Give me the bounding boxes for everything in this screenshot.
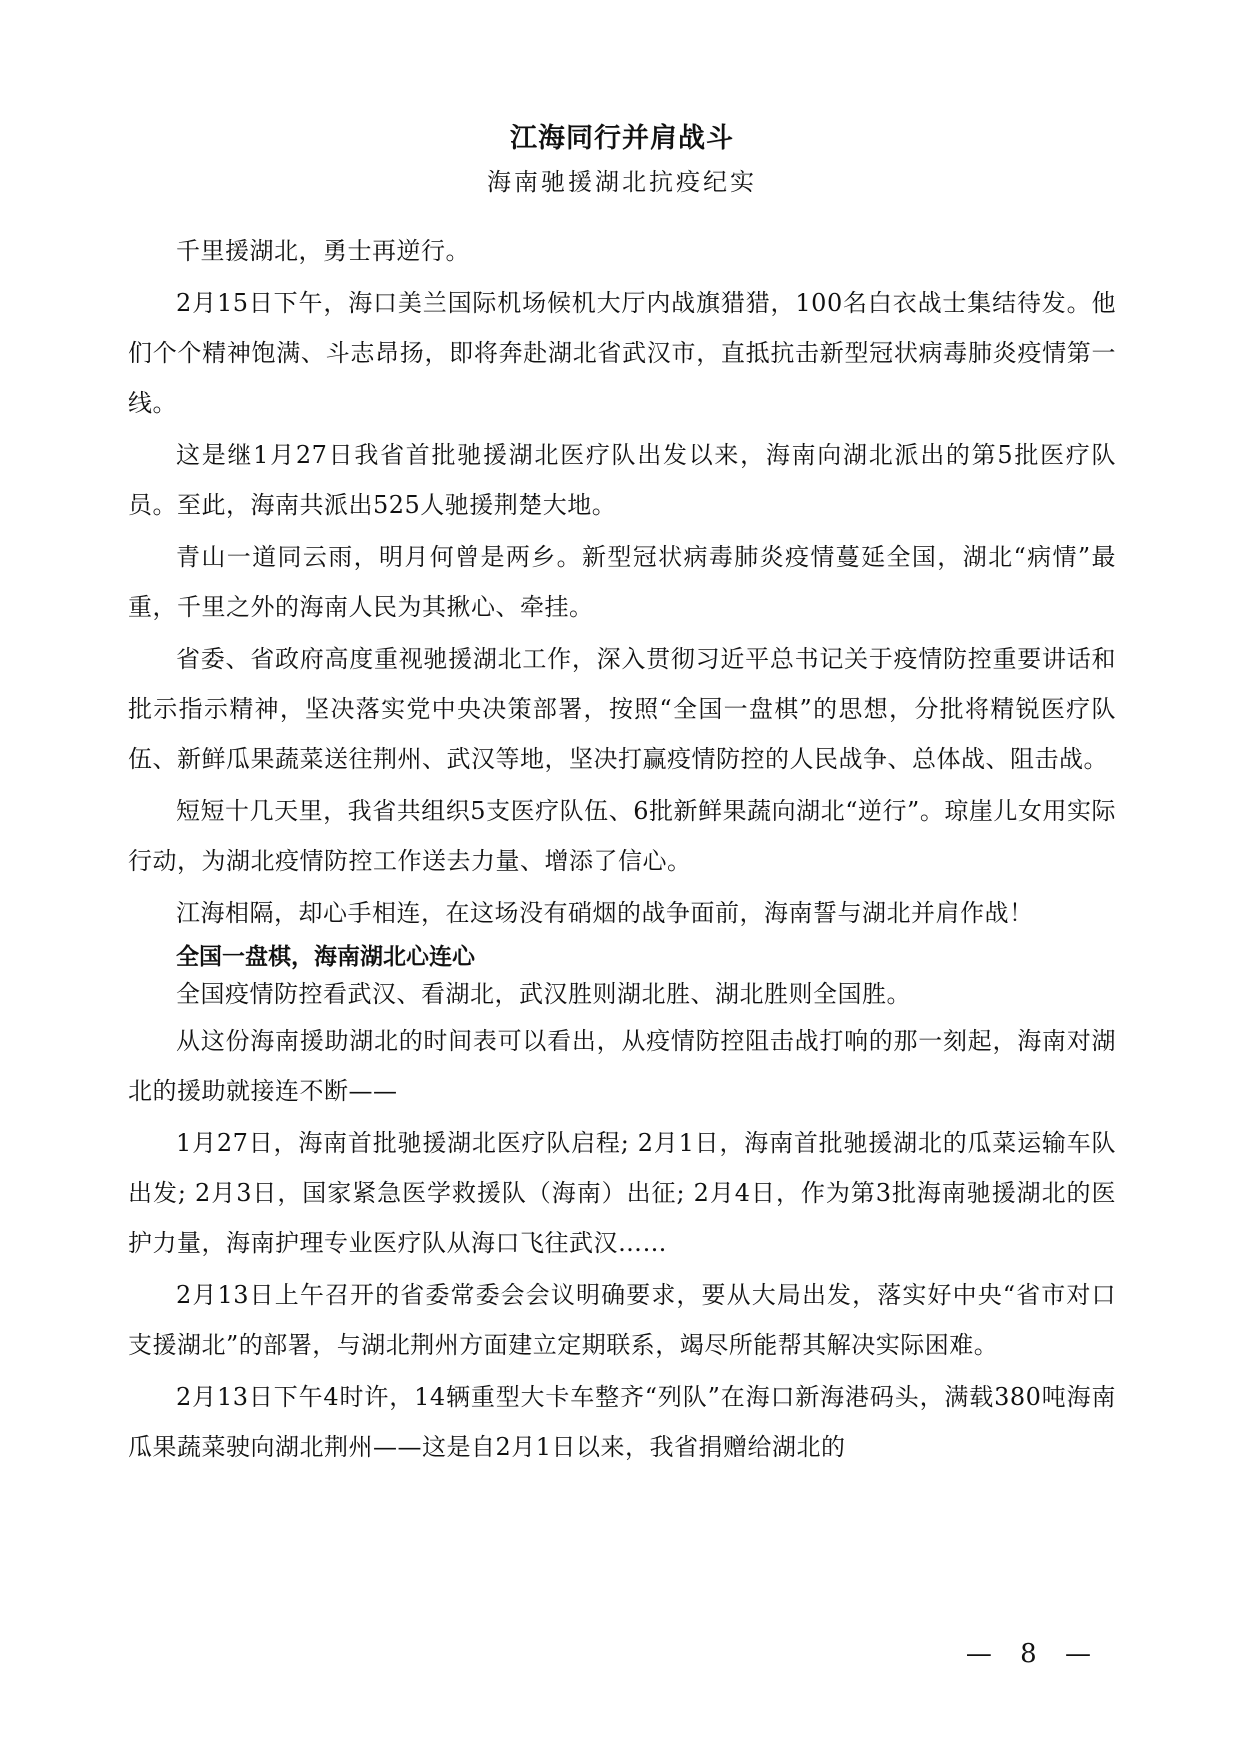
paragraph: 青山一道同云雨，明月何曾是两乡。新型冠状病毒肺炎疫情蔓延全国，湖北“病情”最重，千里之外的海南人民为其揪心、牵挂。	[128, 543, 1116, 621]
paragraph: 全国疫情防控看武汉、看湖北，武汉胜则湖北胜、湖北胜则全国胜。	[176, 980, 911, 1008]
paragraph: 江海相隔，却心手相连，在这场没有硝烟的战争面前，海南誓与湖北并肩作战！	[176, 899, 1034, 927]
paragraph: 这是继1月27日我省首批驰援湖北医疗队出发以来，海南向湖北派出的第5批医疗队员。至此，海南共派出525人驰援荆楚大地。	[128, 441, 1116, 519]
page-number	[0, 1636, 1241, 1672]
document-title: 江海同行并肩战斗	[510, 123, 734, 154]
paragraph: 短短十几天里，我省共组织5支医疗队伍、6批新鲜果蔬向湖北“逆行”。琼崖儿女用实际行动，为湖北疫情防控工作送去力量、增添了信心。	[128, 797, 1116, 875]
paragraph: 1月27日，海南首批驰援湖北医疗队启程; 2月1日，海南首批驰援湖北的瓜菜运输车队出发; 2月3日，国家紧急医学救援队（海南）出征; 2月4日，作为第3批海南驰援湖北的医护力量，海南护理专业医疗队从海口飞往武汉……	[128, 1129, 1116, 1257]
paragraph: 2月15日下午，海口美兰国际机场候机大厅内战旗猎猎，100名白衣战士集结待发。他们个个精神饱满、斗志昂扬，即将奔赴湖北省武汉市，直抵抗击新型冠状病毒肺炎疫情第一线。	[128, 289, 1116, 417]
paragraph: 2月13日上午召开的省委常委会会议明确要求，要从大局出发，落实好中央“省市对口支援湖北”的部署，与湖北荆州方面建立定期联系，竭尽所能帮其解决实际困难。	[128, 1281, 1116, 1359]
document-page	[128, 118, 1116, 1474]
page-number-text: — 8 —	[965, 1639, 1101, 1669]
document-subtitle: 海南驰援湖北抗疫纪实	[487, 168, 757, 196]
paragraph: 2月13日下午4时许，14辆重型大卡车整齐“列队”在海口新海港码头，满载380吨海南瓜果蔬菜驶向湖北荆州——这是自2月1日以来，我省捐赠给湖北的	[128, 1383, 1116, 1461]
section-heading: 全国一盘棋，海南湖北心连心	[176, 944, 475, 970]
paragraph: 千里援湖北，勇士再逆行。	[176, 237, 470, 265]
paragraph: 省委、省政府高度重视驰援湖北工作，深入贯彻习近平总书记关于疫情防控重要讲话和批示指示精神，坚决落实党中央决策部署，按照“全国一盘棋”的思想，分批将精锐医疗队伍、新鲜瓜果蔬菜送往荆州、武汉等地，坚决打赢疫情防控的人民战争、总体战、阻击战。	[128, 645, 1116, 773]
paragraph: 从这份海南援助湖北的时间表可以看出，从疫情防控阻击战打响的那一刻起，海南对湖北的援助就接连不断——	[128, 1027, 1116, 1105]
